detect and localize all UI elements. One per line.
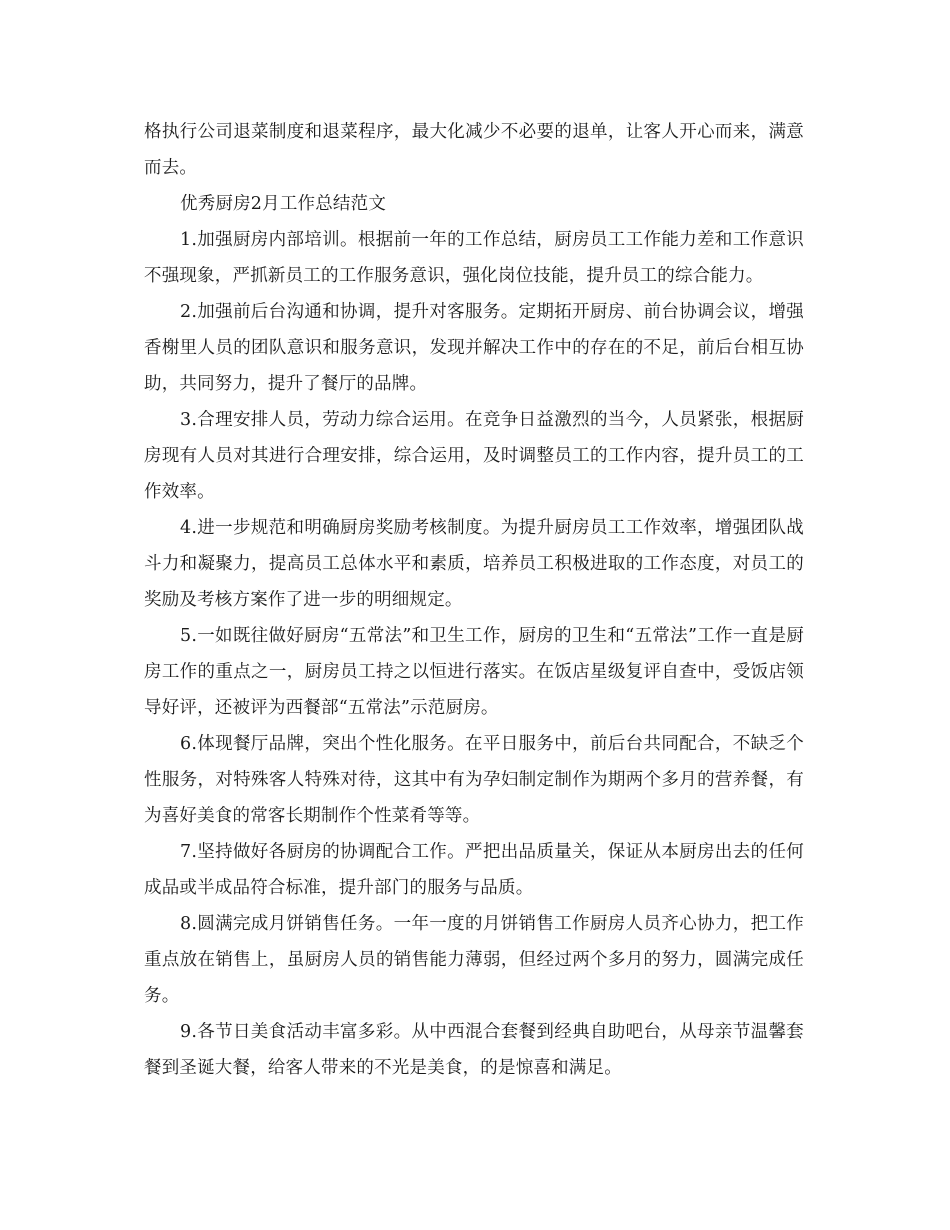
list-item-4: 4.进一步规范和明确厨房奖励考核制度。为提升厨房员工工作效率，增强团队战斗力和凝聚力，提高员工总体水平和素质，培养员工积极进取的工作态度，对员工的奖励及考核方案作了进一步的明细规定。 <box>144 518 804 610</box>
document-body <box>144 114 804 1086</box>
list-item-5: 5.一如既往做好厨房“五常法”和卫生工作，厨房的卫生和“五常法”工作一直是厨房工作的重点之一，厨房员工持之以恒进行落实。在饭店星级复评自查中，受饭店领导好评，还被评为西餐部“五常法”示范厨房。 <box>144 626 804 718</box>
list-item-7: 7.坚持做好各厨房的协调配合工作。严把出品质量关，保证从本厨房出去的任何成品或半成品符合标准，提升部门的服务与品质。 <box>144 842 804 898</box>
list-item-2: 2.加强前后台沟通和协调，提升对客服务。定期拓开厨房、前台协调会议，增强香榭里人员的团队意识和服务意识，发现并解决工作中的存在的不足，前后台相互协助，共同努力，提升了餐厅的品牌。 <box>144 302 804 394</box>
list-item-1: 1.加强厨房内部培训。根据前一年的工作总结，厨房员工工作能力差和工作意识不强现象，严抓新员工的工作服务意识，强化岗位技能，提升员工的综合能力。 <box>144 230 804 286</box>
list-item-6: 6.体现餐厅品牌，突出个性化服务。在平日服务中，前后台共同配合，不缺乏个性服务，对特殊客人特殊对待，这其中有为孕妇制定制作为期两个多月的营养餐，有为喜好美食的常客长期制作个性菜肴等等。 <box>144 734 804 826</box>
section-title: 优秀厨房2月工作总结范文 <box>180 194 387 214</box>
list-item-3: 3.合理安排人员，劳动力综合运用。在竞争日益激烈的当今，人员紧张，根据厨房现有人员对其进行合理安排，综合运用，及时调整员工的工作内容，提升员工的工作效率。 <box>144 410 804 502</box>
list-item-9: 9.各节日美食活动丰富多彩。从中西混合套餐到经典自助吧台，从母亲节温馨套餐到圣诞大餐，给客人带来的不光是美食，的是惊喜和满足。 <box>144 1022 804 1078</box>
paragraph-continuation: 格执行公司退菜制度和退菜程序，最大化减少不必要的退单，让客人开心而来，满意而去。 <box>144 122 804 178</box>
list-item-8: 8.圆满完成月饼销售任务。一年一度的月饼销售工作厨房人员齐心协力，把工作重点放在销售上，虽厨房人员的销售能力薄弱，但经过两个多月的努力，圆满完成任务。 <box>144 914 804 1006</box>
